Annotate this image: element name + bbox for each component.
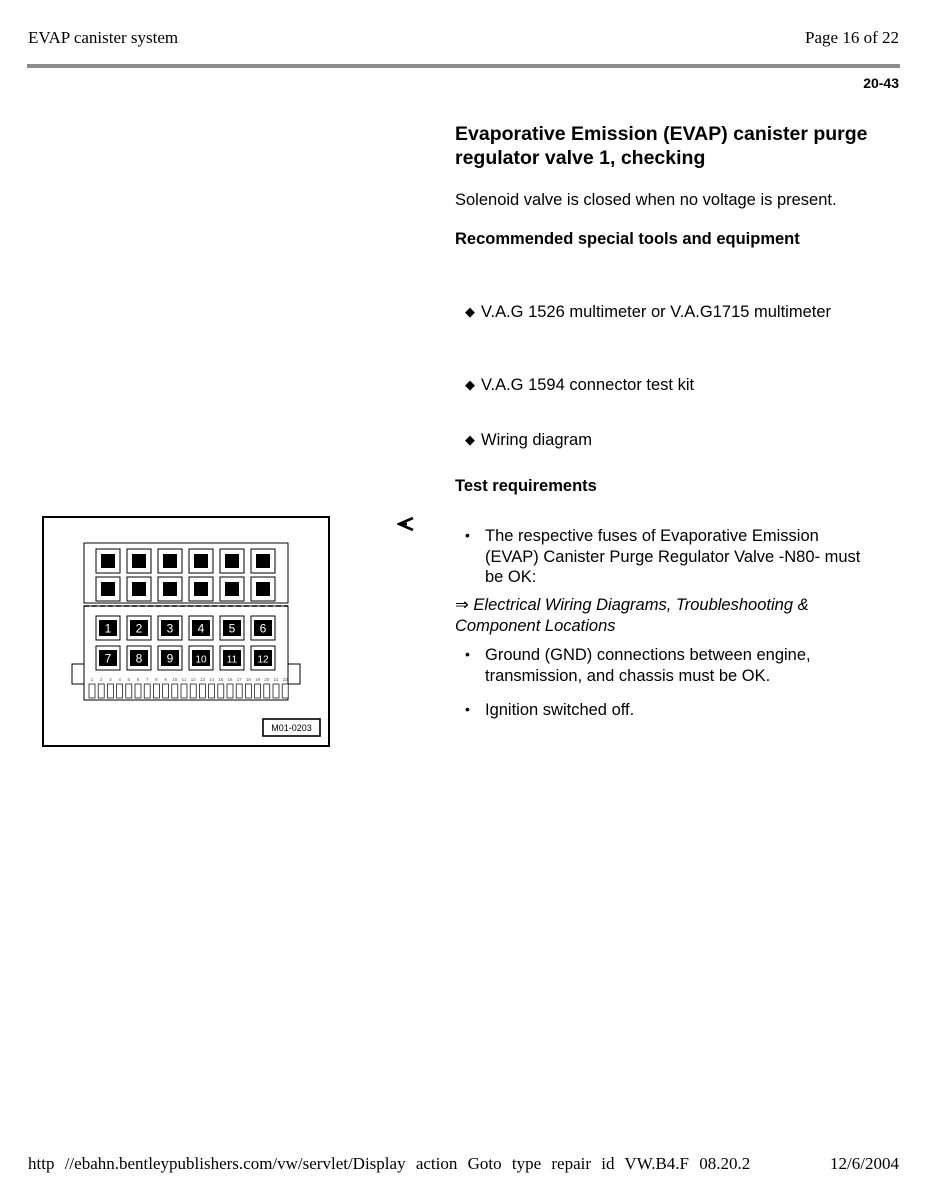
- diamond-bullet-icon: ◆: [465, 377, 475, 392]
- pin-number: 8: [155, 677, 158, 682]
- print-date: 12/6/2004: [830, 1154, 899, 1173]
- cavity-fill: [132, 582, 146, 596]
- pin: [98, 684, 104, 698]
- dot-bullet-icon: •: [465, 527, 470, 543]
- terminal-number: 5: [228, 621, 236, 636]
- terminal-number: 1: [104, 621, 112, 636]
- pin-number: 17: [236, 677, 242, 682]
- pin-number: 1: [90, 677, 94, 682]
- pin-number: 11: [181, 677, 187, 682]
- pin: [190, 684, 196, 698]
- pin: [255, 684, 261, 698]
- page-number: Page 16 of 22: [805, 28, 899, 47]
- list-item: • Ground (GND) connections between engine, transmission, and chassis must be OK.: [465, 646, 811, 685]
- pin: [273, 684, 279, 698]
- pin: [218, 684, 224, 698]
- list-item: ◆ V.A.G 1594 connector test kit: [465, 376, 695, 394]
- connector-diagram: [44, 518, 328, 745]
- cavity-fill: [225, 582, 239, 596]
- requirements-heading: Test requirements: [455, 477, 597, 495]
- cross-reference-link[interactable]: ⇒ Electrical Wiring Diagrams, Troubleshooting & Component Locations: [455, 596, 809, 635]
- pin-number: 6: [136, 677, 140, 682]
- cavity-fill: [132, 554, 146, 568]
- terminal-number: 6: [259, 621, 267, 636]
- cavity-fill: [163, 582, 177, 596]
- pin: [227, 684, 233, 698]
- pin-number: 7: [145, 677, 149, 682]
- pin: [199, 684, 205, 698]
- terminal-number: 11: [226, 654, 238, 666]
- pin-number: 13: [199, 677, 205, 682]
- list-item: • Ignition switched off.: [465, 701, 635, 719]
- figure-label: M01-0203: [271, 723, 312, 733]
- pin-number: 22: [282, 677, 288, 682]
- pin: [264, 684, 270, 698]
- footer: [28, 1154, 899, 1174]
- connector-figure: [42, 516, 330, 747]
- terminal-number: 10: [195, 654, 207, 666]
- dot-bullet-icon: •: [465, 646, 470, 662]
- pin-number: 9: [164, 677, 167, 682]
- pin: [117, 684, 123, 698]
- pin: [181, 684, 187, 698]
- terminal-number: 7: [104, 651, 112, 666]
- pin-number: 14: [209, 677, 215, 682]
- dot-bullet-icon: •: [465, 701, 470, 717]
- pin: [163, 684, 169, 698]
- cavity-fill: [256, 554, 270, 568]
- pin-number: 3: [109, 677, 112, 682]
- cavity-fill: [101, 582, 115, 596]
- tools-heading: Recommended special tools and equipment: [455, 229, 800, 248]
- pin: [126, 684, 132, 698]
- pin: [89, 684, 95, 698]
- pin: [135, 684, 141, 698]
- pin: [107, 684, 113, 698]
- pin: [172, 684, 178, 698]
- terminal-number: 8: [135, 651, 143, 666]
- pin-number: 4: [118, 677, 121, 682]
- pin-number: 20: [264, 677, 270, 682]
- terminal-number: 9: [166, 651, 174, 666]
- pin: [236, 684, 242, 698]
- source-url: http //ebahn.bentleypublishers.com/vw/servlet/Display action Goto type repair id VW.B4.F 08.20.2: [28, 1154, 751, 1173]
- terminal-number: 4: [197, 621, 205, 636]
- pin: [153, 684, 159, 698]
- diamond-bullet-icon: ◆: [465, 304, 475, 319]
- pin-number: 16: [227, 677, 233, 682]
- pin: [245, 684, 251, 698]
- cavity-fill: [194, 554, 208, 568]
- terminal-number: 12: [257, 654, 269, 666]
- pointer-arrow-icon: [397, 516, 415, 532]
- intro-paragraph: Solenoid valve is closed when no voltage is present.: [455, 191, 837, 209]
- list-item: • The respective fuses of Evaporative Emission (EVAP) Canister Purge Regulator Valve -N80- must be OK:: [465, 527, 861, 586]
- pin-number: 5: [127, 677, 131, 682]
- list-item: ◆ Wiring diagram: [465, 431, 592, 449]
- section-reference: 20-43: [863, 75, 899, 91]
- list-item: ◆ V.A.G 1526 multimeter or V.A.G1715 multimeter: [465, 303, 832, 321]
- cavity-fill: [225, 554, 239, 568]
- pin: [144, 684, 150, 698]
- diamond-bullet-icon: ◆: [465, 432, 475, 447]
- terminal-number: 2: [135, 621, 143, 636]
- pin-number: 12: [190, 677, 196, 682]
- pin-number: 18: [245, 677, 251, 682]
- document-title: EVAP canister system: [28, 28, 179, 47]
- cavity-fill: [256, 582, 270, 596]
- cavity-fill: [194, 582, 208, 596]
- pin-number: 19: [255, 677, 261, 682]
- pin-number: 2: [99, 677, 103, 682]
- cavity-fill: [101, 554, 115, 568]
- cavity-fill: [163, 554, 177, 568]
- pin-number: 15: [218, 677, 224, 682]
- page-heading: Evaporative Emission (EVAP) canister purge regulator valve 1, checking: [455, 123, 868, 169]
- pin: [209, 684, 215, 698]
- terminal-number: 3: [166, 621, 174, 636]
- pin: [282, 684, 288, 698]
- main-content: [455, 122, 875, 249]
- header-rule: [27, 64, 900, 68]
- pin-number: 10: [172, 677, 178, 682]
- pin-number: 21: [273, 677, 279, 682]
